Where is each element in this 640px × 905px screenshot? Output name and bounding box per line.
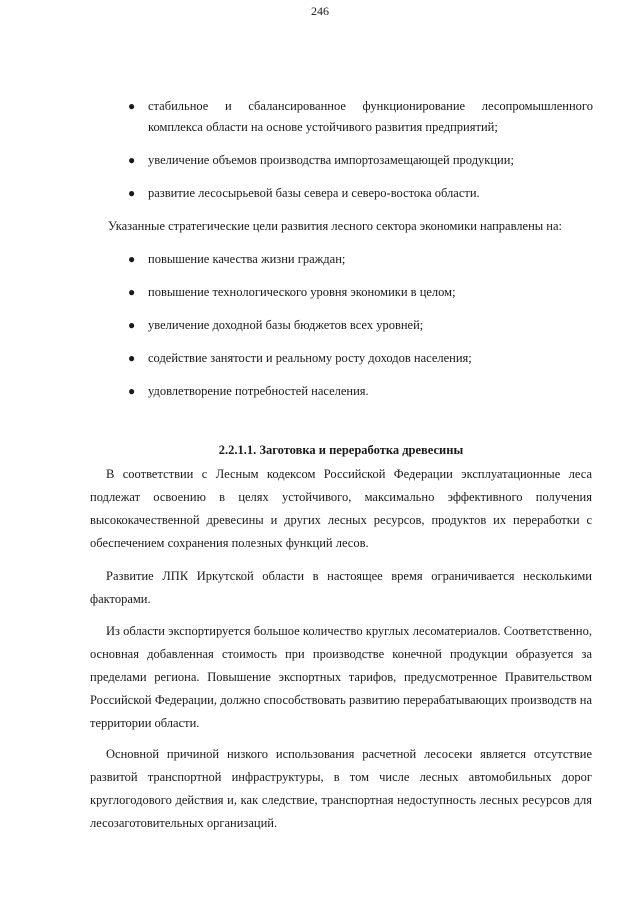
- list-item-text: повышение качества жизни граждан;: [148, 252, 346, 266]
- bullet-icon: ●: [128, 99, 136, 113]
- list-item-text: стабильное и сбалансированное функционирование лесопромышленного комплекса области на основе устойчивого развития предприятий;: [148, 99, 593, 134]
- list-item: [128, 282, 593, 303]
- list-item-text: повышение технологического уровня экономики в целом;: [148, 285, 456, 299]
- list-item: [128, 348, 593, 369]
- paragraph: Из области экспортируется большое количество круглых лесоматериалов. Соответственно, основная добавленная стоимость при производстве конечной продукции образуется за пределами региона. Повышение экспортных тарифов, предусмотренное Правительством Российской Федерации, должно способствовать развитию перерабатывающих производств на территории области.: [90, 624, 592, 730]
- list-item-text: содействие занятости и реальному росту доходов населения;: [148, 351, 472, 365]
- bullet-icon: ●: [128, 252, 136, 266]
- list-item-text: развитие лесосырьевой базы севера и северо-востока области.: [148, 186, 480, 200]
- list-item: [128, 315, 593, 336]
- list-item: [128, 96, 593, 138]
- bullet-icon: ●: [128, 384, 136, 398]
- list-item: [128, 150, 593, 171]
- list-item-text: удовлетворение потребностей населения.: [148, 384, 369, 398]
- bullet-icon: ●: [128, 153, 136, 167]
- intro-paragraph: Указанные стратегические цели развития лесного сектора экономики направлены на:: [108, 219, 563, 233]
- list-item-text: увеличение доходной базы бюджетов всех уровней;: [148, 318, 424, 332]
- bullet-icon: ●: [128, 285, 136, 299]
- list-item: [128, 183, 593, 204]
- section-heading: 2.2.1.1. Заготовка и переработка древесины: [218, 443, 464, 457]
- bullet-icon: ●: [128, 186, 136, 200]
- list-item: [128, 381, 593, 402]
- paragraph: Развитие ЛПК Иркутской области в настоящее время ограничивается несколькими факторами.: [90, 569, 592, 606]
- paragraph: Основной причиной низкого использования расчетной лесосеки является отсутствие развитой транспортной инфраструктуры, в том числе лесных автомобильных дорог круглогодового действия и, как следствие, транспортная недоступность лесных ресурсов для лесозаготовительных организаций.: [90, 747, 592, 830]
- paragraph: В соответствии с Лесным кодексом Российской Федерации эксплуатационные леса подлежат освоению в целях устойчивого, максимально эффективного получения высококачественной древесины и других лесных ресурсов, продуктов их переработки с обеспечением сохранения полезных функций лесов.: [90, 467, 592, 550]
- bullet-icon: ●: [128, 351, 136, 365]
- list-item: [128, 249, 593, 270]
- list-item-text: увеличение объемов производства импортозамещающей продукции;: [148, 153, 514, 167]
- bullet-icon: ●: [128, 318, 136, 332]
- page-number: 246: [311, 4, 329, 18]
